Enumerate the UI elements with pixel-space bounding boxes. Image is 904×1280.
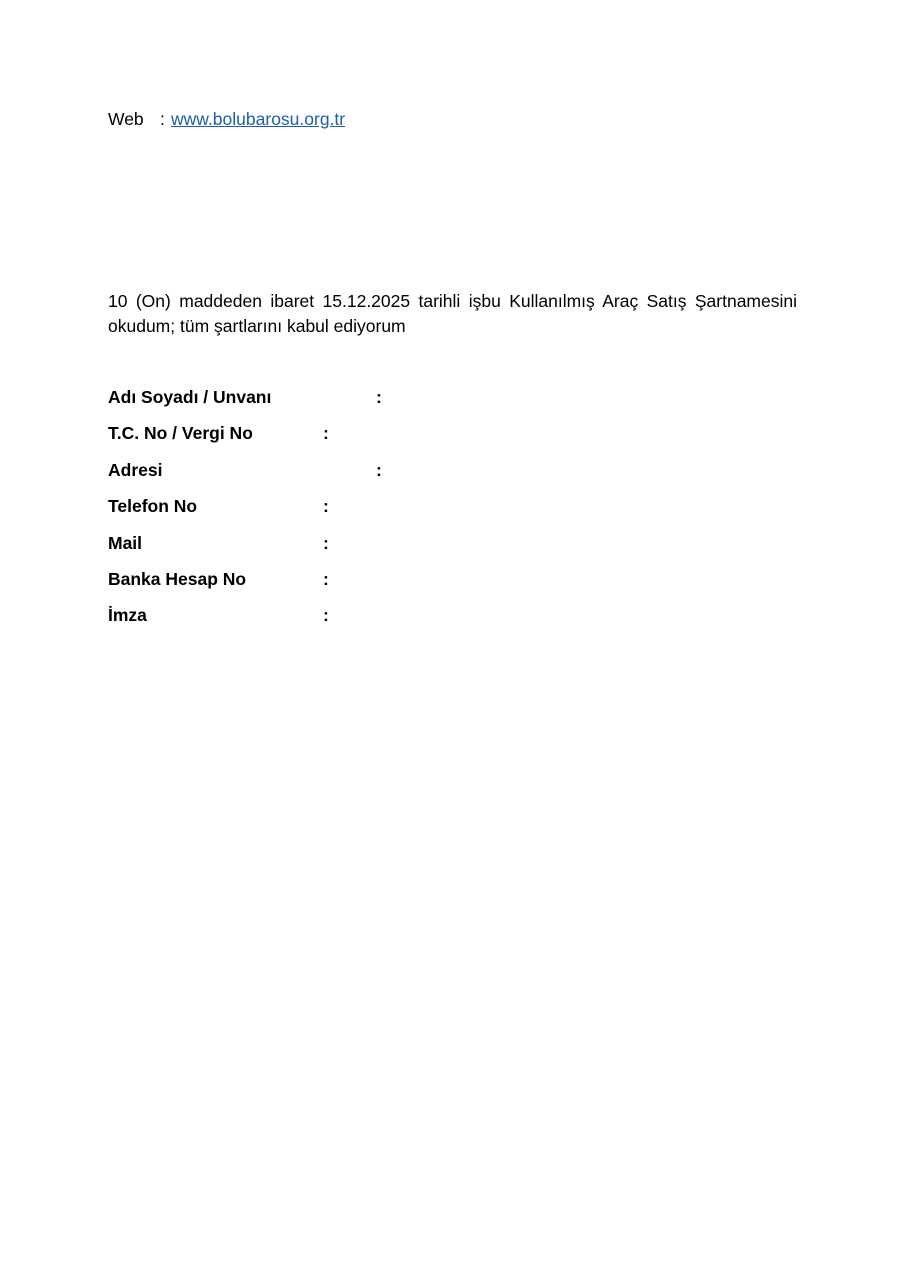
web-colon: : — [160, 109, 165, 129]
field-colon-name: : — [376, 387, 382, 407]
field-colon-tax-id: : — [323, 423, 329, 443]
field-colon-phone: : — [323, 496, 329, 516]
field-label-name: Adı Soyadı / Unvanı — [108, 387, 272, 407]
field-label-phone: Telefon No — [108, 496, 198, 516]
web-address-line — [108, 108, 345, 130]
field-label-address: Adresi — [108, 460, 163, 480]
field-label-bank-account: Banka Hesap No — [108, 569, 247, 589]
field-label-signature: İmza — [108, 605, 147, 625]
field-colon-bank-account: : — [323, 569, 329, 589]
web-label: Web — [108, 109, 144, 129]
declaration-text: 10 (On) maddeden ibaret 15.12.2025 tarihli işbu Kullanılmış Araç Satış Şartnamesini okudum; tüm şartlarını kabul ediyorum — [108, 291, 797, 336]
website-link[interactable]: www.bolubarosu.org.tr — [171, 109, 346, 129]
field-colon-mail: : — [323, 533, 329, 553]
field-colon-address: : — [376, 460, 382, 480]
field-label-tax-id: T.C. No / Vergi No — [108, 423, 253, 443]
field-colon-signature: : — [323, 605, 329, 625]
field-label-mail: Mail — [108, 533, 143, 553]
